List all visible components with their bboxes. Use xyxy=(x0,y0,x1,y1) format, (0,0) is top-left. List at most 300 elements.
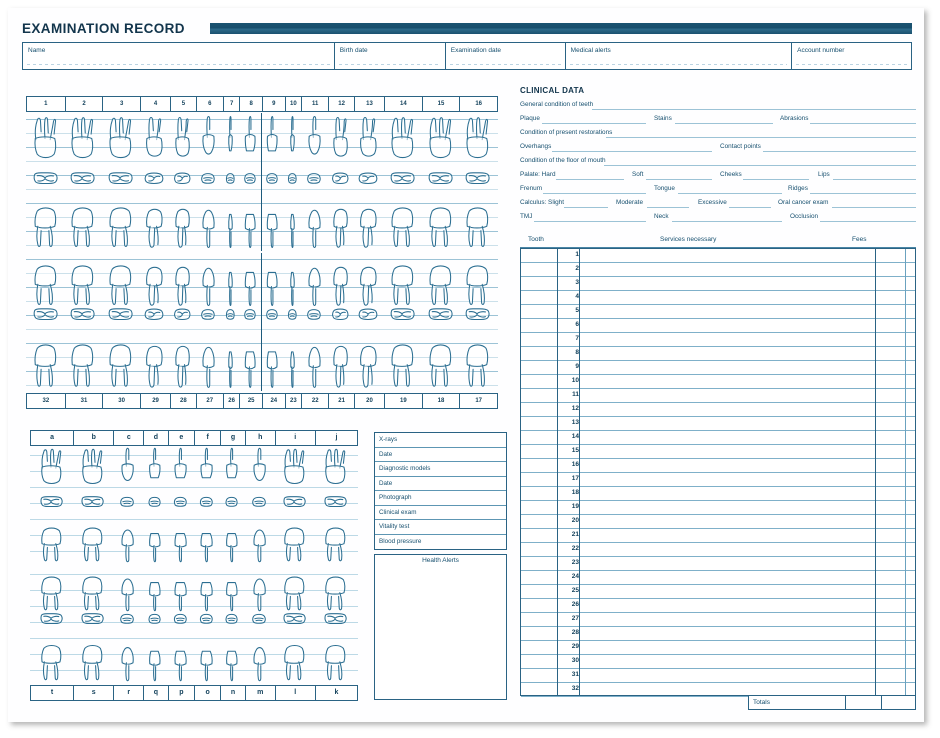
table-row[interactable] xyxy=(521,277,915,291)
table-row[interactable] xyxy=(521,431,915,445)
tooth-5-lingual[interactable] xyxy=(171,195,194,249)
tooth-27-lingual[interactable] xyxy=(196,331,220,389)
tooth-9-lingual[interactable] xyxy=(262,195,282,249)
table-row[interactable] xyxy=(521,529,915,543)
tooth-5-facial[interactable] xyxy=(171,115,194,171)
primary-tooth-a-occlusal[interactable] xyxy=(39,495,63,519)
primary-tooth-o-occlusal[interactable] xyxy=(195,612,218,636)
tooth-10-facial[interactable] xyxy=(285,115,300,171)
primary-tooth-o-lingual[interactable] xyxy=(195,634,218,682)
clinical-field-input[interactable] xyxy=(542,123,646,124)
primary-tooth-h[interactable]: h xyxy=(245,431,275,445)
tooth-19-occlusal[interactable] xyxy=(389,307,415,333)
tooth-20-occlusal[interactable] xyxy=(355,307,381,333)
tooth-12-occlusal[interactable] xyxy=(329,171,352,197)
primary-mandibular-diagram xyxy=(30,566,358,684)
row-number: 21 xyxy=(571,531,579,538)
tooth-18-occlusal[interactable] xyxy=(427,307,453,333)
primary-tooth-d[interactable]: d xyxy=(143,431,168,445)
tooth-15-occlusal[interactable] xyxy=(427,171,453,197)
tooth-8-facial[interactable] xyxy=(240,115,260,171)
clinical-field-input[interactable] xyxy=(592,109,916,110)
tooth-number-27[interactable]: 27 xyxy=(196,394,223,408)
tooth-31-occlusal[interactable] xyxy=(69,307,95,333)
tooth-3-facial[interactable] xyxy=(107,115,133,171)
header-field-name[interactable] xyxy=(23,43,334,69)
tooth-7-occlusal[interactable] xyxy=(223,171,238,197)
primary-tooth-p[interactable]: p xyxy=(168,686,194,700)
tooth-32-lingual[interactable] xyxy=(32,331,58,389)
tooth-number-5[interactable]: 5 xyxy=(170,97,196,111)
tooth-22-occlusal[interactable] xyxy=(302,307,326,333)
table-row[interactable] xyxy=(521,627,915,641)
table-row[interactable] xyxy=(521,543,915,557)
tooth-number-2[interactable]: 2 xyxy=(65,97,103,111)
clinical-field-input[interactable] xyxy=(564,207,608,208)
tooth-28-lingual[interactable] xyxy=(171,331,194,389)
header-field-input[interactable] xyxy=(339,64,441,65)
tooth-19-facial[interactable] xyxy=(389,253,415,307)
tooth-number-20[interactable]: 20 xyxy=(354,394,384,408)
table-row[interactable] xyxy=(521,683,915,697)
tooth-number-8[interactable]: 8 xyxy=(239,97,262,111)
clinical-field-input[interactable] xyxy=(832,207,916,208)
primary-tooth-l-lingual[interactable] xyxy=(282,634,306,682)
tooth-2-facial[interactable] xyxy=(69,115,95,171)
tooth-23-lingual[interactable] xyxy=(285,331,300,389)
tooth-number-22[interactable]: 22 xyxy=(301,394,328,408)
primary-tooth-n-occlusal[interactable] xyxy=(221,612,242,636)
primary-tooth-d-facial[interactable] xyxy=(144,447,165,495)
table-row[interactable] xyxy=(521,599,915,613)
tooth-1-facial[interactable] xyxy=(32,115,58,171)
table-row[interactable] xyxy=(521,361,915,375)
table-row[interactable] xyxy=(521,403,915,417)
tooth-28-occlusal[interactable] xyxy=(171,307,194,333)
checklist-item-label: X-rays xyxy=(379,436,398,443)
table-row[interactable] xyxy=(521,501,915,515)
checklist-item-photograph[interactable] xyxy=(375,491,506,506)
primary-tooth-a[interactable]: a xyxy=(50,434,54,441)
tooth-15-facial[interactable] xyxy=(427,115,453,171)
primary-tooth-g-lingual[interactable] xyxy=(221,517,242,563)
primary-tooth-k-lingual[interactable] xyxy=(323,634,347,682)
primary-tooth-a-lingual[interactable] xyxy=(39,517,63,563)
primary-tooth-b-occlusal[interactable] xyxy=(80,495,104,519)
tooth-number-29[interactable]: 29 xyxy=(140,394,170,408)
clinical-field-input[interactable] xyxy=(763,151,916,152)
table-row[interactable] xyxy=(521,613,915,627)
header-field-examination-date[interactable] xyxy=(445,43,565,69)
table-row[interactable] xyxy=(521,249,915,263)
table-row[interactable] xyxy=(521,585,915,599)
tooth-number-11[interactable]: 11 xyxy=(301,97,328,111)
tooth-2-occlusal[interactable] xyxy=(69,171,95,197)
clinical-field-label: Neck xyxy=(654,213,669,220)
tooth-29-facial[interactable] xyxy=(141,253,167,307)
tooth-29-occlusal[interactable] xyxy=(141,307,167,333)
tooth-30-lingual[interactable] xyxy=(107,331,133,389)
header-field-medical-alerts[interactable] xyxy=(565,43,791,69)
tooth-4-facial[interactable] xyxy=(141,115,167,171)
tooth-number-1[interactable]: 1 xyxy=(44,101,48,107)
tooth-23-occlusal[interactable] xyxy=(285,307,300,333)
tooth-31-lingual[interactable] xyxy=(69,331,95,389)
primary-tooth-d-lingual[interactable] xyxy=(144,517,165,563)
primary-tooth-g-facial[interactable] xyxy=(221,447,242,495)
tooth-25-lingual[interactable] xyxy=(240,331,260,389)
table-row[interactable] xyxy=(521,641,915,655)
tooth-23-facial[interactable] xyxy=(285,253,300,307)
tooth-16-lingual[interactable] xyxy=(464,195,490,249)
tooth-8-lingual[interactable] xyxy=(240,195,260,249)
primary-tooth-k-occlusal[interactable] xyxy=(323,612,347,636)
clinical-field-input[interactable] xyxy=(534,221,646,222)
tooth-number-7[interactable]: 7 xyxy=(223,97,240,111)
header-field-input[interactable] xyxy=(796,64,907,65)
primary-tooth-q-facial[interactable] xyxy=(144,566,165,612)
primary-tooth-m-lingual[interactable] xyxy=(247,634,271,682)
tooth-24-facial[interactable] xyxy=(262,253,282,307)
tooth-5-occlusal[interactable] xyxy=(171,171,194,197)
tooth-27-occlusal[interactable] xyxy=(196,307,220,333)
primary-tooth-f-occlusal[interactable] xyxy=(195,495,218,519)
primary-tooth-a-facial[interactable] xyxy=(39,447,63,495)
clinical-field-input[interactable] xyxy=(743,179,809,180)
primary-tooth-i[interactable]: i xyxy=(275,431,315,445)
tooth-27-facial[interactable] xyxy=(196,253,220,307)
tooth-32-occlusal[interactable] xyxy=(32,307,58,333)
clinical-field-label: Condition of present restorations xyxy=(520,129,613,136)
tooth-number-10[interactable]: 10 xyxy=(285,97,302,111)
table-row[interactable] xyxy=(521,571,915,585)
tooth-4-lingual[interactable] xyxy=(141,195,167,249)
clinical-field-input[interactable] xyxy=(647,207,689,208)
clinical-field-input[interactable] xyxy=(604,165,916,166)
tooth-number-6[interactable]: 6 xyxy=(196,97,223,111)
tooth-26-facial[interactable] xyxy=(223,253,238,307)
table-row[interactable] xyxy=(521,263,915,277)
table-row[interactable] xyxy=(521,333,915,347)
tooth-20-lingual[interactable] xyxy=(355,331,381,389)
table-row[interactable] xyxy=(521,445,915,459)
tooth-25-occlusal[interactable] xyxy=(240,307,260,333)
row-number: 1 xyxy=(575,251,579,258)
row-number: 26 xyxy=(571,601,579,608)
header-field-input[interactable] xyxy=(570,64,787,65)
primary-tooth-t-facial[interactable] xyxy=(39,566,63,612)
tooth-6-facial[interactable] xyxy=(196,115,220,171)
table-row[interactable] xyxy=(521,473,915,487)
table-row[interactable] xyxy=(521,305,915,319)
tooth-6-occlusal[interactable] xyxy=(196,171,220,197)
clinical-data-line xyxy=(520,170,916,181)
tooth-number-3[interactable]: 3 xyxy=(102,97,140,111)
clinical-field-input[interactable] xyxy=(672,221,782,222)
primary-tooth-s-facial[interactable] xyxy=(80,566,104,612)
tooth-13-occlusal[interactable] xyxy=(355,171,381,197)
tooth-number-16[interactable]: 16 xyxy=(459,97,497,111)
table-row[interactable] xyxy=(521,459,915,473)
primary-tooth-q-lingual[interactable] xyxy=(144,634,165,682)
primary-tooth-c[interactable]: c xyxy=(113,431,143,445)
primary-tooth-r-facial[interactable] xyxy=(115,566,139,612)
table-row[interactable] xyxy=(521,655,915,669)
table-row[interactable] xyxy=(521,487,915,501)
tooth-number-19[interactable]: 19 xyxy=(384,394,422,408)
tooth-11-facial[interactable] xyxy=(302,115,326,171)
primary-tooth-h-facial[interactable] xyxy=(247,447,271,495)
tooth-9-occlusal[interactable] xyxy=(262,171,282,197)
checklist-item-clinical-exam[interactable] xyxy=(375,506,506,521)
primary-tooth-i-facial[interactable] xyxy=(282,447,306,495)
checklist-item-vitality-test[interactable] xyxy=(375,520,506,535)
primary-tooth-s-occlusal[interactable] xyxy=(80,612,104,636)
clinical-field-label: Oral cancer exam xyxy=(778,199,829,206)
tooth-16-facial[interactable] xyxy=(464,115,490,171)
clinical-field-input[interactable] xyxy=(675,123,773,124)
tooth-14-facial[interactable] xyxy=(389,115,415,171)
tooth-26-lingual[interactable] xyxy=(223,331,238,389)
primary-tooth-n[interactable]: n xyxy=(220,686,245,700)
tooth-21-lingual[interactable] xyxy=(329,331,352,389)
title-accent-bar xyxy=(210,23,912,34)
table-row[interactable] xyxy=(521,417,915,431)
tooth-17-facial[interactable] xyxy=(464,253,490,307)
tooth-number-23[interactable]: 23 xyxy=(285,394,302,408)
tooth-number-15[interactable]: 15 xyxy=(422,97,460,111)
table-row[interactable] xyxy=(521,291,915,305)
primary-tooth-n-lingual[interactable] xyxy=(221,634,242,682)
table-row[interactable] xyxy=(521,669,915,683)
primary-tooth-c-facial[interactable] xyxy=(115,447,139,495)
tooth-number-18[interactable]: 18 xyxy=(422,394,460,408)
tooth-7-facial[interactable] xyxy=(223,115,238,171)
tooth-number-4[interactable]: 4 xyxy=(140,97,170,111)
tooth-2-lingual[interactable] xyxy=(69,195,95,249)
tooth-number-28[interactable]: 28 xyxy=(170,394,196,408)
primary-tooth-l-facial[interactable] xyxy=(282,566,306,612)
checklist-item-diagnostic-models[interactable] xyxy=(375,462,506,477)
primary-tooth-e-occlusal[interactable] xyxy=(169,495,192,519)
tooth-8-occlusal[interactable] xyxy=(240,171,260,197)
primary-tooth-n-facial[interactable] xyxy=(221,566,242,612)
primary-tooth-k[interactable]: k xyxy=(315,686,357,700)
primary-tooth-b-facial[interactable] xyxy=(80,447,104,495)
tooth-number-31[interactable]: 31 xyxy=(65,394,103,408)
clinical-field-input[interactable] xyxy=(678,193,782,194)
primary-tooth-o-facial[interactable] xyxy=(195,566,218,612)
tooth-15-lingual[interactable] xyxy=(427,195,453,249)
primary-tooth-r-lingual[interactable] xyxy=(115,634,139,682)
clinical-field-input[interactable] xyxy=(543,193,646,194)
table-row[interactable] xyxy=(521,347,915,361)
tooth-20-facial[interactable] xyxy=(355,253,381,307)
primary-tooth-j-facial[interactable] xyxy=(323,447,347,495)
primary-tooth-j-occlusal[interactable] xyxy=(323,495,347,519)
checklist-item-date[interactable] xyxy=(375,448,506,463)
primary-tooth-i-lingual[interactable] xyxy=(282,517,306,563)
primary-tooth-c-lingual[interactable] xyxy=(115,517,139,563)
primary-tooth-g[interactable]: g xyxy=(220,431,245,445)
tooth-number-30[interactable]: 30 xyxy=(102,394,140,408)
clinical-field-input[interactable] xyxy=(646,179,712,180)
tooth-19-lingual[interactable] xyxy=(389,331,415,389)
primary-tooth-h-lingual[interactable] xyxy=(247,517,271,563)
tooth-number-24[interactable]: 24 xyxy=(262,394,285,408)
clinical-field-label: Lips xyxy=(818,171,830,178)
primary-tooth-b[interactable]: b xyxy=(73,431,113,445)
clinical-data-section xyxy=(520,86,916,232)
primary-tooth-m-facial[interactable] xyxy=(247,566,271,612)
clinical-field-input[interactable] xyxy=(810,193,916,194)
primary-tooth-m[interactable]: m xyxy=(245,686,275,700)
table-row[interactable] xyxy=(521,515,915,529)
primary-tooth-c-occlusal[interactable] xyxy=(115,495,139,519)
clinical-field-input[interactable] xyxy=(556,179,624,180)
tooth-4-occlusal[interactable] xyxy=(141,171,167,197)
tooth-30-occlusal[interactable] xyxy=(107,307,133,333)
primary-tooth-p-facial[interactable] xyxy=(169,566,192,612)
primary-tooth-g-occlusal[interactable] xyxy=(221,495,242,519)
clinical-field-input[interactable] xyxy=(606,137,916,138)
tooth-28-facial[interactable] xyxy=(171,253,194,307)
clinical-field-label: Condition of the floor of mouth xyxy=(520,157,606,164)
clinical-field-input[interactable] xyxy=(820,221,916,222)
header-field-account-number[interactable] xyxy=(791,43,911,69)
header-field-birth-date[interactable] xyxy=(334,43,445,69)
tooth-30-facial[interactable] xyxy=(107,253,133,307)
primary-tooth-q[interactable]: q xyxy=(143,686,168,700)
tooth-12-lingual[interactable] xyxy=(329,195,352,249)
row-number: 27 xyxy=(571,615,579,622)
table-row[interactable] xyxy=(521,375,915,389)
tooth-number-9[interactable]: 9 xyxy=(262,97,285,111)
tooth-9-facial[interactable] xyxy=(262,115,282,171)
primary-tooth-k-facial[interactable] xyxy=(323,566,347,612)
primary-tooth-e[interactable]: e xyxy=(168,431,194,445)
clinical-field-label: Calculus: Slight xyxy=(520,199,565,206)
tooth-13-facial[interactable] xyxy=(355,115,381,171)
tooth-10-lingual[interactable] xyxy=(285,195,300,249)
tooth-26-occlusal[interactable] xyxy=(223,307,238,333)
tooth-11-lingual[interactable] xyxy=(302,195,326,249)
primary-tooth-b-lingual[interactable] xyxy=(80,517,104,563)
tooth-number-32[interactable]: 32 xyxy=(42,398,50,404)
tooth-29-lingual[interactable] xyxy=(141,331,167,389)
primary-tooth-row-occlusal xyxy=(30,612,356,636)
tooth-7-lingual[interactable] xyxy=(223,195,238,249)
tooth-24-occlusal[interactable] xyxy=(262,307,282,333)
tooth-22-facial[interactable] xyxy=(302,253,326,307)
primary-tooth-e-facial[interactable] xyxy=(169,447,192,495)
table-row[interactable] xyxy=(521,389,915,403)
primary-tooth-s-lingual[interactable] xyxy=(80,634,104,682)
header-field-input[interactable] xyxy=(450,64,561,65)
primary-tooth-d-occlusal[interactable] xyxy=(144,495,165,519)
tooth-32-facial[interactable] xyxy=(32,253,58,307)
primary-tooth-f-facial[interactable] xyxy=(195,447,218,495)
tooth-6-lingual[interactable] xyxy=(196,195,220,249)
primary-tooth-t-lingual[interactable] xyxy=(39,634,63,682)
tooth-number-25[interactable]: 25 xyxy=(239,394,262,408)
primary-tooth-t-occlusal[interactable] xyxy=(39,612,63,636)
primary-tooth-l-occlusal[interactable] xyxy=(282,612,306,636)
primary-tooth-f[interactable]: f xyxy=(194,431,220,445)
header-field-input[interactable] xyxy=(27,64,330,65)
primary-tooth-t[interactable]: t xyxy=(50,689,54,696)
tooth-3-occlusal[interactable] xyxy=(107,171,133,197)
clinical-field-input[interactable] xyxy=(810,123,916,124)
checklist-item-blood-pressure[interactable] xyxy=(375,535,506,550)
clinical-field-input[interactable] xyxy=(833,179,916,180)
primary-tooth-m-occlusal[interactable] xyxy=(247,612,271,636)
primary-tooth-r[interactable]: r xyxy=(113,686,143,700)
primary-tooth-f-lingual[interactable] xyxy=(195,517,218,563)
tooth-number-12[interactable]: 12 xyxy=(328,97,354,111)
tooth-number-17[interactable]: 17 xyxy=(459,394,497,408)
primary-tooth-e-lingual[interactable] xyxy=(169,517,192,563)
primary-tooth-j[interactable]: j xyxy=(315,431,357,445)
checklist-item-x-rays[interactable] xyxy=(375,433,506,448)
primary-tooth-r-occlusal[interactable] xyxy=(115,612,139,636)
tooth-number-14[interactable]: 14 xyxy=(384,97,422,111)
clinical-field-input[interactable] xyxy=(729,207,771,208)
tooth-number-21[interactable]: 21 xyxy=(328,394,354,408)
primary-tooth-s[interactable]: s xyxy=(73,686,113,700)
tooth-21-facial[interactable] xyxy=(329,253,352,307)
tooth-14-lingual[interactable] xyxy=(389,195,415,249)
tooth-25-facial[interactable] xyxy=(240,253,260,307)
tooth-22-lingual[interactable] xyxy=(302,331,326,389)
primary-tooth-h-occlusal[interactable] xyxy=(247,495,271,519)
row-number: 24 xyxy=(571,573,579,580)
clinical-field-input[interactable] xyxy=(552,151,712,152)
primary-tooth-j-lingual[interactable] xyxy=(323,517,347,563)
tooth-number-26[interactable]: 26 xyxy=(223,394,240,408)
tooth-1-occlusal[interactable] xyxy=(32,171,58,197)
tooth-17-occlusal[interactable] xyxy=(464,307,490,333)
tooth-18-facial[interactable] xyxy=(427,253,453,307)
tooth-1-lingual[interactable] xyxy=(32,195,58,249)
primary-tooth-i-occlusal[interactable] xyxy=(282,495,306,519)
tooth-16-occlusal[interactable] xyxy=(464,171,490,197)
checklist-item-date[interactable] xyxy=(375,477,506,492)
tooth-31-facial[interactable] xyxy=(69,253,95,307)
clinical-data-line xyxy=(520,114,916,125)
primary-tooth-p-occlusal[interactable] xyxy=(169,612,192,636)
tooth-10-occlusal[interactable] xyxy=(285,171,300,197)
tooth-17-lingual[interactable] xyxy=(464,331,490,389)
tooth-number-13[interactable]: 13 xyxy=(354,97,384,111)
tooth-11-occlusal[interactable] xyxy=(302,171,326,197)
primary-tooth-l[interactable]: l xyxy=(275,686,315,700)
primary-tooth-q-occlusal[interactable] xyxy=(144,612,165,636)
tooth-18-lingual[interactable] xyxy=(427,331,453,389)
tooth-21-occlusal[interactable] xyxy=(329,307,352,333)
tooth-3-lingual[interactable] xyxy=(107,195,133,249)
clinical-data-line xyxy=(520,184,916,195)
tooth-13-lingual[interactable] xyxy=(355,195,381,249)
tooth-14-occlusal[interactable] xyxy=(389,171,415,197)
table-row[interactable] xyxy=(521,557,915,571)
primary-tooth-o[interactable]: o xyxy=(194,686,220,700)
table-row[interactable] xyxy=(521,319,915,333)
tooth-24-lingual[interactable] xyxy=(262,331,282,389)
tooth-12-facial[interactable] xyxy=(329,115,352,171)
clinical-data-line xyxy=(520,156,916,167)
primary-tooth-p-lingual[interactable] xyxy=(169,634,192,682)
